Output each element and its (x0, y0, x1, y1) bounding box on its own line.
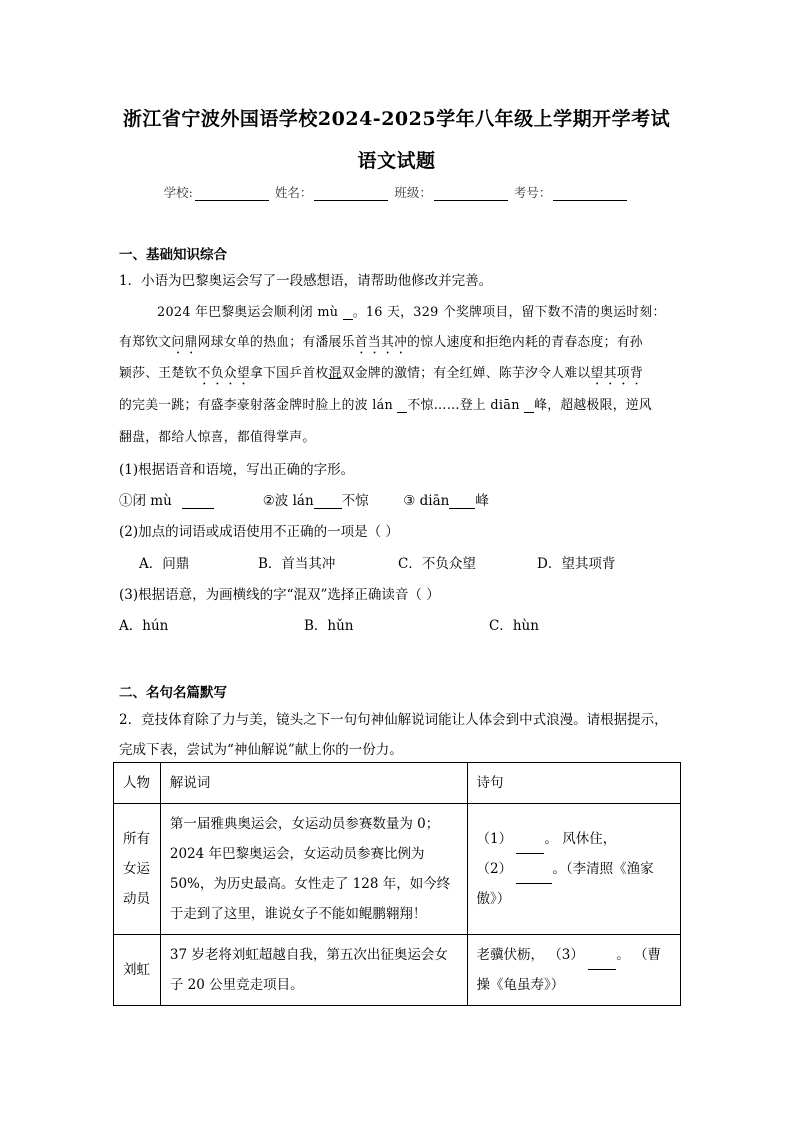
poem-blank-2[interactable] (516, 868, 552, 884)
passage-blank[interactable] (397, 397, 407, 413)
table-row (114, 804, 681, 935)
question-2-prompt-line2: 完成下表，尝试为“神仙解说”献上你的一份力。 (119, 742, 403, 758)
header-commentary: 解说词 (160, 763, 467, 804)
poem-blank-3[interactable] (588, 954, 616, 970)
underlined-char: 混 (328, 366, 342, 381)
option-b[interactable]: B．首当其冲 (258, 556, 336, 572)
passage-text: 。16 天，329 个奖牌项目，留下数不清的奥运时刻： (352, 305, 666, 320)
passage-line-2 (119, 331, 643, 357)
passage-blank[interactable] (524, 397, 534, 413)
row1-person: 所有女运动员 (114, 804, 161, 935)
option-c[interactable]: C．不负众望 (398, 556, 476, 572)
passage-text: 有郑钦文 (119, 335, 172, 350)
table-row (114, 935, 681, 1006)
name-blank[interactable] (314, 186, 388, 201)
fill-suffix-2: 不惊 (341, 493, 369, 509)
poem-table (113, 762, 681, 1006)
option-a[interactable]: A．问鼎 (139, 556, 190, 572)
fill-label-2: ②波 lán (262, 493, 314, 509)
pinyin-option-a[interactable]: A．hún (119, 618, 169, 634)
passage-text: 峰，超越极限，逆风 (534, 398, 653, 413)
passage-text: 的完美一跳；有盛李豪射落金牌时脸上的波 lán (119, 398, 398, 413)
name-label: 姓名： (274, 185, 313, 200)
fill-label-3: ③ diān (403, 493, 450, 509)
passage-line-1 (157, 301, 666, 320)
subquestion-2: (2)加点的词语或成语使用不正确的一项是（ ） (119, 524, 399, 540)
pinyin-option-c[interactable]: C．hùn (489, 618, 539, 634)
question-2-prompt-line1: 2．竞技体育除了力与美，镜头之下一句句神仙解说词能让人体会到中式浪漫。请根据提示， (119, 712, 668, 728)
subquestion-1: (1)根据语音和语境，写出正确的字形。 (119, 462, 355, 478)
passage-line-4 (119, 394, 652, 413)
passage-line-5: 翻盘，都给人惊喜，都值得掌声。 (119, 430, 316, 445)
section2-heading: 二、名句名篇默写 (119, 685, 227, 701)
poem-text: （2） (476, 861, 513, 877)
question-1-prompt: 1．小语为巴黎奥运会写了一段感想语，请帮助他修改并完善。 (119, 273, 493, 289)
fill-label-1: ①闭 mù (119, 493, 172, 509)
fill-suffix-3: 峰 (475, 493, 489, 509)
passage-text: 颖莎、王楚钦 (119, 366, 198, 381)
student-info-line (0, 183, 793, 201)
passage-blank[interactable] (343, 304, 353, 320)
header-person: 人物 (114, 763, 161, 804)
fill-blank-1[interactable] (182, 493, 214, 509)
passage-text: 网球女单的热血；有潘展乐 (197, 335, 355, 350)
row2-poem (467, 935, 680, 1006)
number-label: 考号： (513, 185, 552, 200)
dotted-word: 望其项背 (590, 366, 643, 381)
poem-text: 。（李清照《渔家傲》） (476, 861, 654, 907)
class-label: 班级： (394, 185, 432, 200)
row2-person: 刘虹 (114, 935, 161, 1006)
passage-text: 的惊人速度和拒绝内耗的青春态度；有孙 (407, 335, 643, 350)
section1-heading: 一、基础知识综合 (119, 247, 227, 263)
page-subtitle: 语文试题 (357, 150, 436, 172)
school-blank[interactable] (195, 186, 269, 201)
passage-text: 双金牌的激情；有全红婵、陈芋汐令人难以 (341, 366, 591, 381)
passage-text: 不惊……登上 diān (407, 398, 525, 413)
passage-text: 拿下国乒首枚 (249, 366, 329, 381)
page-title: 浙江省宁波外国语学校2024-2025学年八年级上学期开学考试 (122, 108, 671, 130)
poem-text: （1） (476, 831, 513, 847)
fill-blank-3[interactable] (449, 493, 475, 509)
table-header-row (114, 763, 681, 804)
dotted-word: 问鼎 (171, 335, 198, 350)
header-poem: 诗句 (467, 763, 680, 804)
passage-line-3 (119, 362, 643, 388)
row1-poem (467, 804, 680, 935)
poem-text: 。 （曹操《龟虽寿》） (476, 947, 661, 993)
class-blank[interactable] (434, 186, 508, 201)
number-blank[interactable] (553, 186, 627, 201)
subquestion-3: (3)根据语意，为画横线的字“混双”选择正确读音（ ） (119, 587, 440, 603)
poem-blank-1[interactable] (516, 838, 544, 854)
row1-commentary: 第一届雅典奥运会，女运动员参赛数量为 0；2024 年巴黎奥运会，女运动员参赛比例为 50%，为历史最高。女性走了 128 年，如今终于走到了这里，谁说女子不能如鲲鹏翱翔！ (160, 804, 467, 935)
option-d[interactable]: D．望其项背 (537, 556, 616, 572)
fill-in-row (119, 489, 489, 509)
dotted-word: 首当其冲 (354, 335, 408, 350)
poem-text: 。 风休住， (544, 831, 617, 847)
pinyin-option-b[interactable]: B．hǔn (304, 618, 354, 634)
dotted-word: 不负众望 (197, 366, 250, 381)
school-label: 学校: (163, 185, 193, 200)
passage-text: 2024 年巴黎奥运会顺利闭 mù (157, 305, 343, 320)
poem-text: 老骥伏枥， （3） (476, 947, 584, 963)
row2-commentary: 37 岁老将刘虹超越自我，第五次出征奥运会女子 20 公里竞走项目。 (160, 935, 467, 1006)
fill-blank-2[interactable] (314, 493, 342, 509)
